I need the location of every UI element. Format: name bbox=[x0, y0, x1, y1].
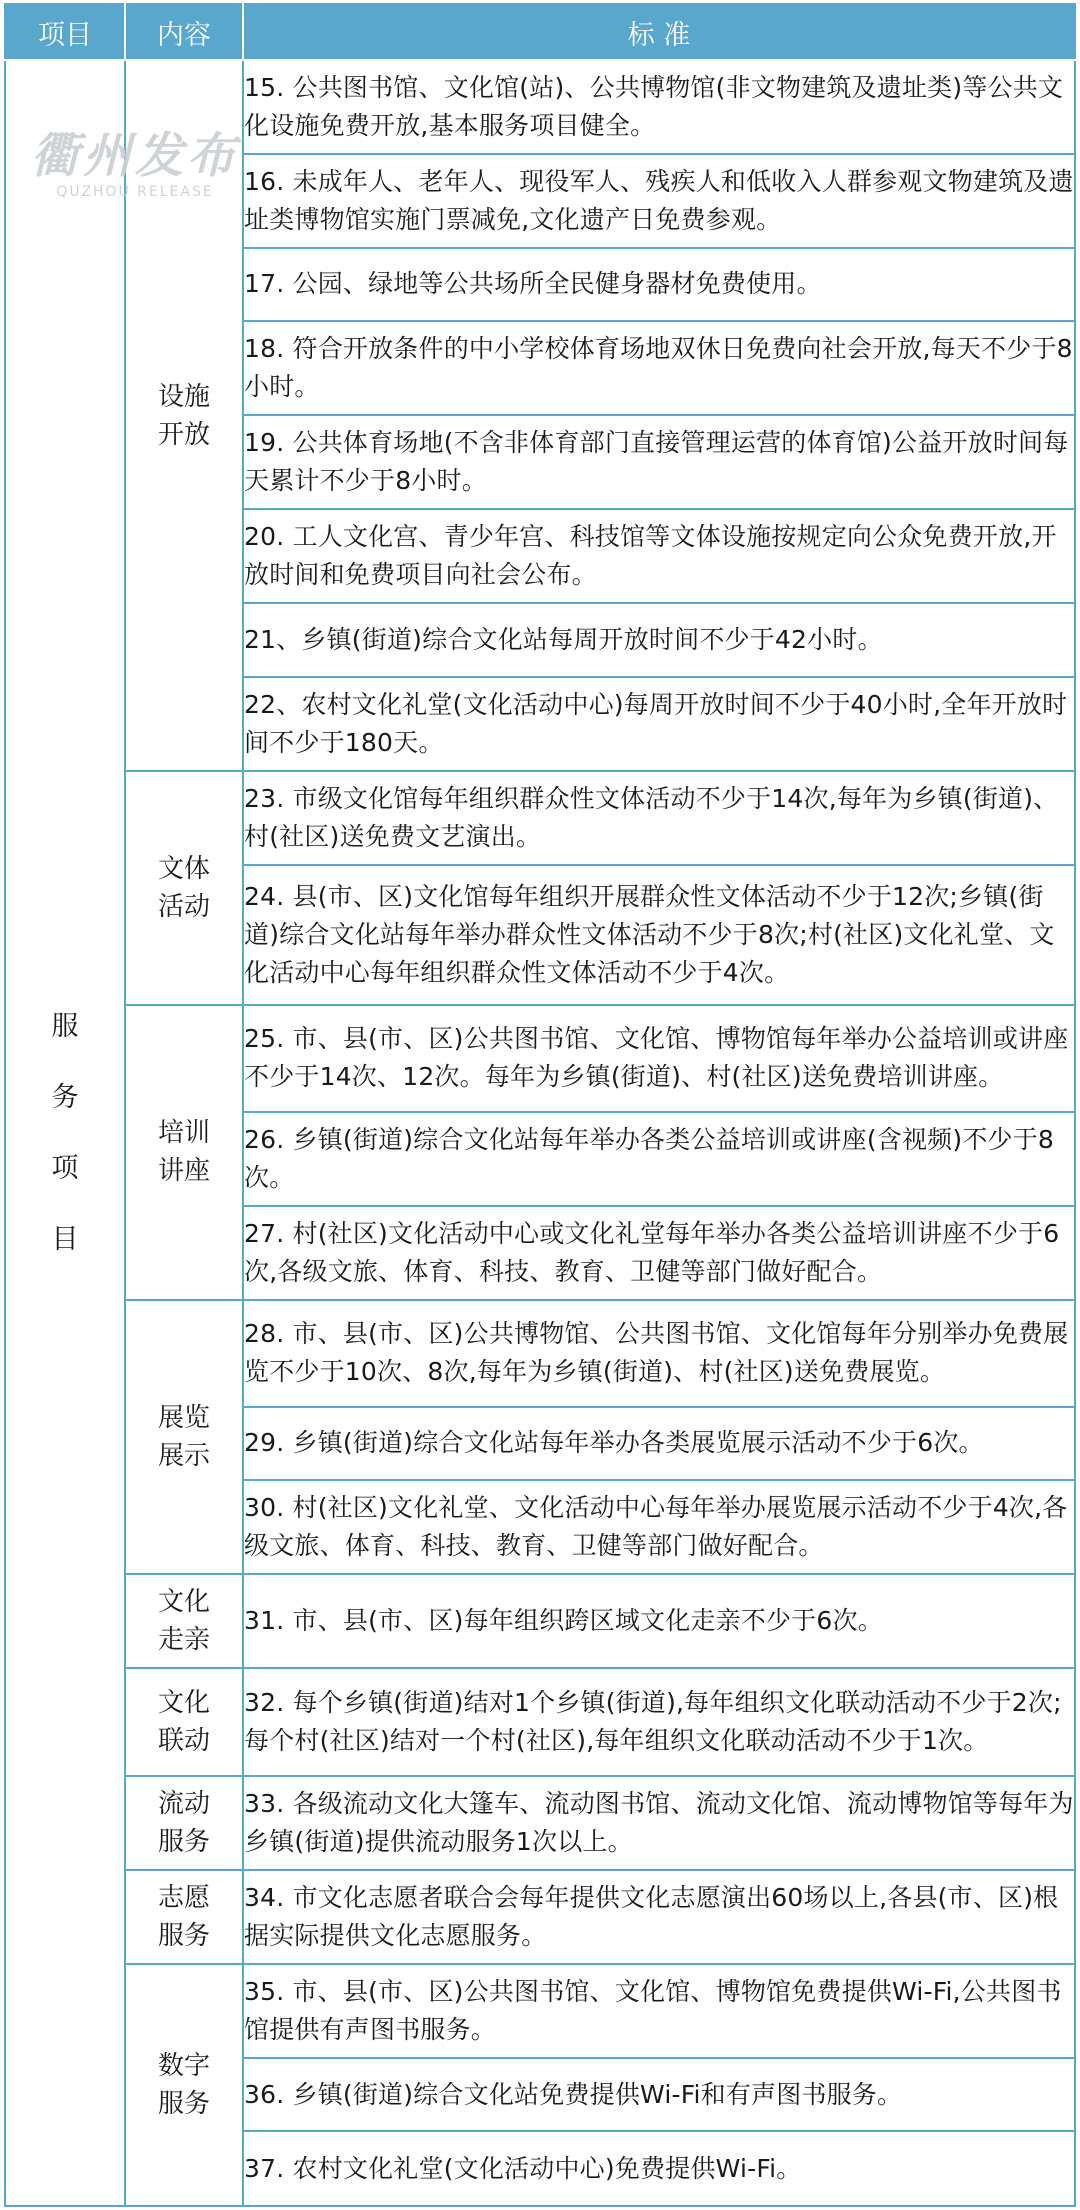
content-category-cell bbox=[125, 1776, 243, 1870]
table-row bbox=[5, 1574, 1075, 1668]
content-category-cell bbox=[125, 60, 243, 771]
content-category-cell bbox=[125, 1870, 243, 1964]
standard-cell: 28. 市、县(市、区)公共博物馆、公共图书馆、文化馆每年分别举办免费展览不少于10次、8次,每年为乡镇(街道)、村(社区)送免费展览。 bbox=[243, 1300, 1075, 1407]
service-standards-table bbox=[4, 3, 1076, 2207]
standard-cell: 35. 市、县(市、区)公共图书馆、文化馆、博物馆免费提供Wi-Fi,公共图书馆提供有声图书服务。 bbox=[243, 1964, 1075, 2058]
content-category-label: 文化走亲 bbox=[157, 1586, 210, 1655]
table-row bbox=[5, 1300, 1075, 1407]
content-category-label: 培训讲座 bbox=[157, 1118, 210, 1187]
content-category-label: 流动服务 bbox=[157, 1789, 210, 1858]
item-category-char: 服 bbox=[51, 1011, 79, 1042]
content-category-label: 文化联动 bbox=[157, 1688, 210, 1757]
content-category-cell bbox=[125, 771, 243, 1004]
table-body bbox=[5, 60, 1075, 2206]
standard-cell: 32. 每个乡镇(街道)结对1个乡镇(街道),每年组织文化联动活动不少于2次;每个村(社区)结对一个村(社区),每年组织文化联动活动不少于1次。 bbox=[243, 1668, 1075, 1776]
standard-cell: 22、农村文化礼堂(文化活动中心)每周开放时间不少于40小时,全年开放时间不少于180天。 bbox=[243, 677, 1075, 771]
content-category-cell bbox=[125, 1668, 243, 1776]
standard-cell: 34. 市文化志愿者联合会每年提供文化志愿演出60场以上,各县(市、区)根据实际提供文化志愿服务。 bbox=[243, 1870, 1075, 1964]
content-category-label: 文体活动 bbox=[157, 854, 210, 922]
standard-cell: 33. 各级流动文化大篷车、流动图书馆、流动文化馆、流动博物馆等每年为乡镇(街道)提供流动服务1次以上。 bbox=[243, 1776, 1075, 1870]
standard-cell: 19. 公共体育场地(不含非体育部门直接管理运营的体育馆)公益开放时间每天累计不少于8小时。 bbox=[243, 415, 1075, 509]
standard-cell: 17. 公园、绿地等公共场所全民健身器材免费使用。 bbox=[243, 248, 1075, 321]
table-header-row bbox=[5, 4, 1075, 60]
standard-cell: 27. 村(社区)文化活动中心或文化礼堂每年举办各类公益培训讲座不少于6次,各级文旅、体育、科技、教育、卫健等部门做好配合。 bbox=[243, 1206, 1075, 1300]
standard-cell: 23. 市级文化馆每年组织群众性文体活动不少于14次,每年为乡镇(街道)、村(社区)送免费文艺演出。 bbox=[243, 771, 1075, 865]
item-category-cell bbox=[5, 60, 125, 2206]
header-item: 项目 bbox=[5, 4, 125, 60]
watermark-sub-text: QUZHOU RELEASE bbox=[56, 184, 214, 200]
standard-cell: 25. 市、县(市、区)公共图书馆、文化馆、博物馆每年举办公益培训或讲座不少于14次、12次。每年为乡镇(街道)、村(社区)送免费培训讲座。 bbox=[243, 1005, 1075, 1112]
standard-cell: 31. 市、县(市、区)每年组织跨区域文化走亲不少于6次。 bbox=[243, 1574, 1075, 1668]
content-category-label: 数字服务 bbox=[157, 2050, 210, 2119]
table-row bbox=[5, 60, 1075, 154]
standard-cell: 24. 县(市、区)文化馆每年组织开展群众性文体活动不少于12次;乡镇(街道)综合文化站每年举办群众性文体活动不少于8次;村(社区)文化礼堂、文化活动中心每年组织群众性文体活动不少于4次。 bbox=[243, 865, 1075, 1005]
watermark-main-text: 衢州发布 bbox=[30, 128, 239, 184]
item-category-char: 项 bbox=[51, 1153, 79, 1184]
standard-cell: 37. 农村文化礼堂(文化活动中心)免费提供Wi-Fi。 bbox=[243, 2131, 1075, 2206]
standard-cell: 21、乡镇(街道)综合文化站每周开放时间不少于42小时。 bbox=[243, 603, 1075, 678]
standard-cell: 15. 公共图书馆、文化馆(站)、公共博物馆(非文物建筑及遗址类)等公共文化设施免费开放,基本服务项目健全。 bbox=[243, 60, 1075, 154]
content-category-label: 志愿服务 bbox=[157, 1883, 210, 1951]
content-category-label: 设施开放 bbox=[157, 381, 210, 450]
standard-cell: 36. 乡镇(街道)综合文化站免费提供Wi-Fi和有声图书服务。 bbox=[243, 2058, 1075, 2131]
item-category-char: 务 bbox=[51, 1082, 79, 1113]
table-row bbox=[5, 1005, 1075, 1112]
table-row bbox=[5, 1870, 1075, 1964]
header-standard: 标 准 bbox=[243, 4, 1075, 60]
item-category-char: 目 bbox=[51, 1224, 79, 1255]
header-content: 内容 bbox=[125, 4, 243, 60]
standard-cell: 26. 乡镇(街道)综合文化站每年举办各类公益培训或讲座(含视频)不少于8次。 bbox=[243, 1112, 1075, 1206]
table-row bbox=[5, 771, 1075, 865]
table-row bbox=[5, 1964, 1075, 2058]
content-category-label: 展览展示 bbox=[157, 1402, 210, 1471]
standard-cell: 20. 工人文化宫、青少年宫、科技馆等文体设施按规定向公众免费开放,开放时间和免费项目向社会公布。 bbox=[243, 509, 1075, 603]
standard-cell: 16. 未成年人、老年人、现役军人、残疾人和低收入人群参观文物建筑及遗址类博物馆实施门票减免,文化遗产日免费参观。 bbox=[243, 154, 1075, 248]
standard-cell: 18. 符合开放条件的中小学校体育场地双休日免费向社会开放,每天不少于8小时。 bbox=[243, 321, 1075, 415]
content-category-cell bbox=[125, 1300, 243, 1574]
content-category-cell bbox=[125, 1574, 243, 1668]
table-row bbox=[5, 1668, 1075, 1776]
standard-cell: 29. 乡镇(街道)综合文化站每年举办各类展览展示活动不少于6次。 bbox=[243, 1407, 1075, 1480]
content-category-cell bbox=[125, 1964, 243, 2206]
content-category-cell bbox=[125, 1005, 243, 1300]
standard-cell: 30. 村(社区)文化礼堂、文化活动中心每年举办展览展示活动不少于4次,各级文旅、体育、科技、教育、卫健等部门做好配合。 bbox=[243, 1480, 1075, 1574]
table-row bbox=[5, 1776, 1075, 1870]
